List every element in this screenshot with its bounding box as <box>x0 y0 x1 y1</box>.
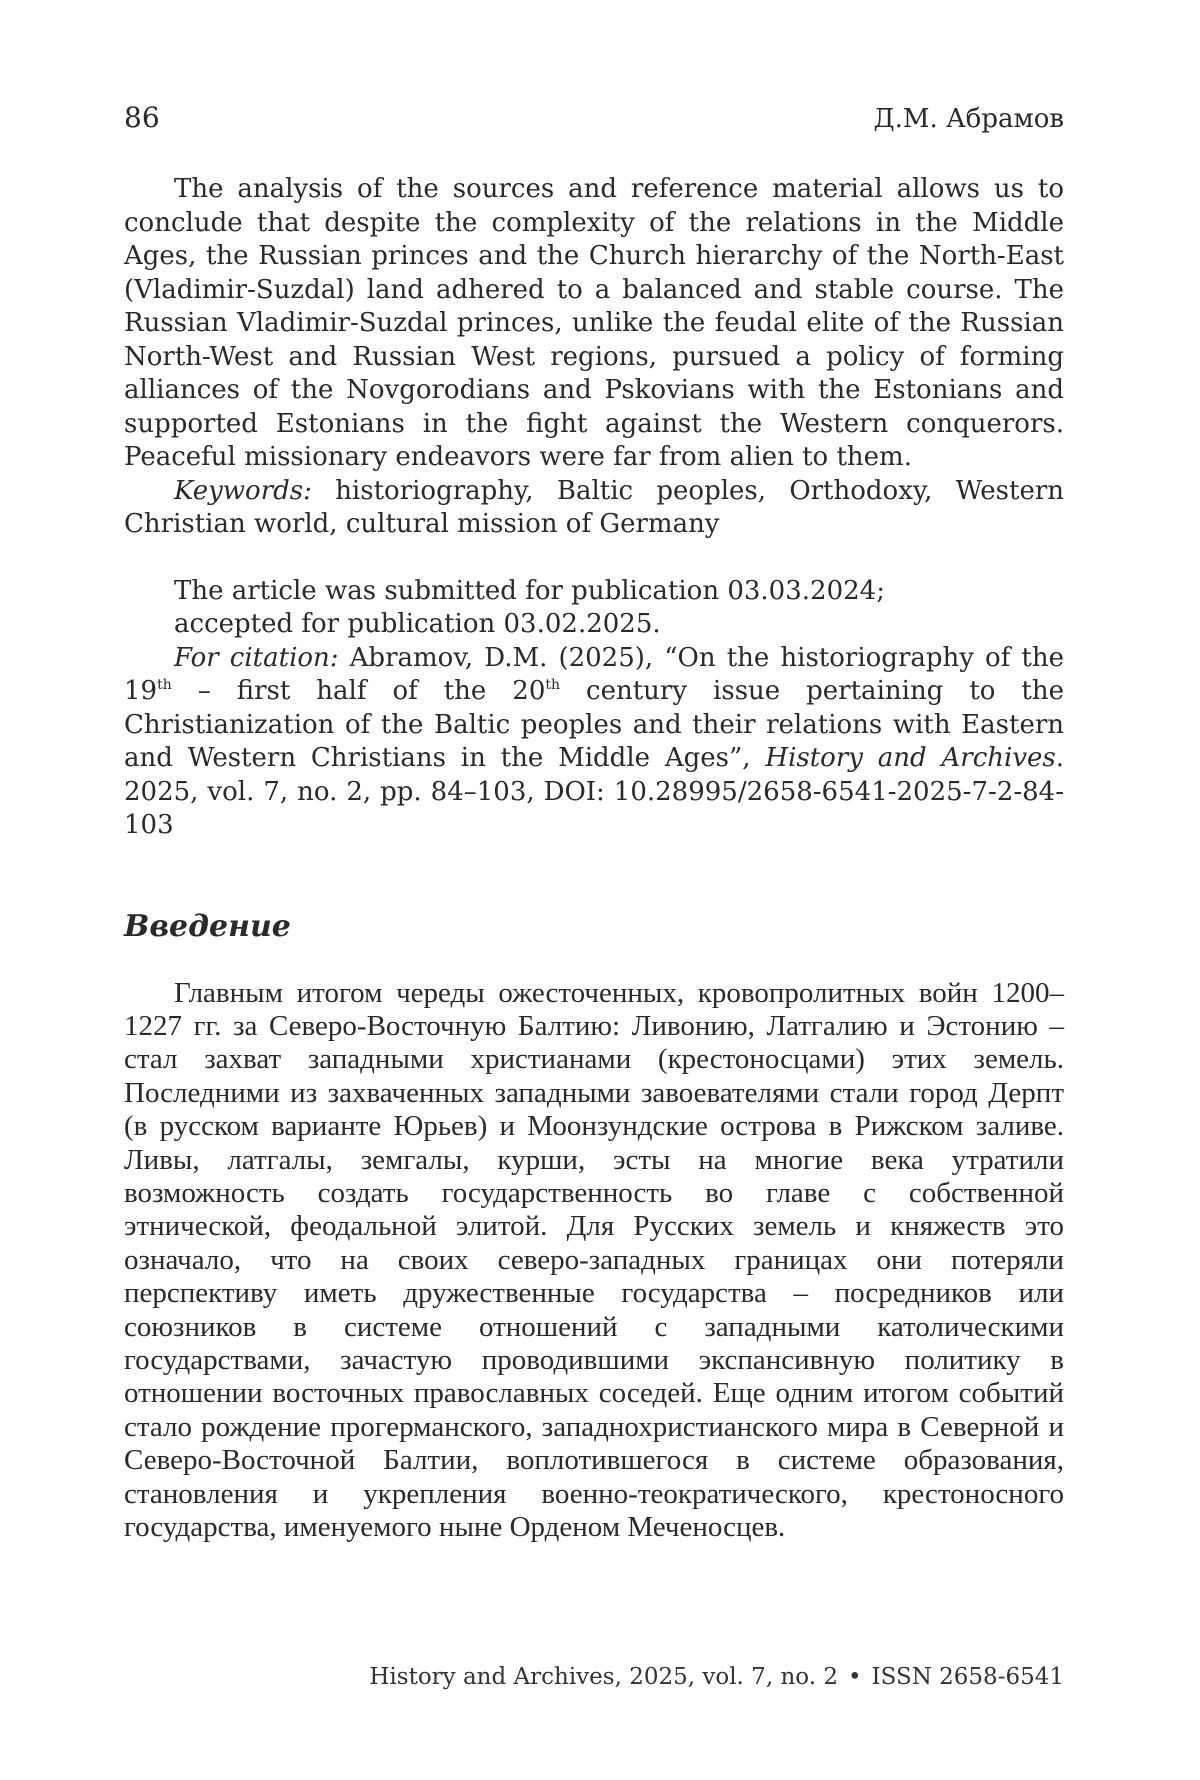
citation-text-3: century issue pertaining to the Christianization of the Baltic peoples and their relations with Eastern and Western Christians in the Middle Ages”, <box>124 676 1064 773</box>
footer-bullet: • <box>847 1664 862 1690</box>
section-heading: Введение <box>124 908 291 944</box>
submitted-line: The article was submitted for publication 03.03.2024; <box>174 575 885 606</box>
accepted-line: accepted for publication 03.02.2025. <box>174 609 661 639</box>
running-head-author: Д.М. Абрамов <box>873 104 1064 134</box>
keywords-paragraph <box>124 475 1064 542</box>
citation-paragraph <box>124 642 1064 843</box>
citation-journal: History and Archives <box>765 743 1056 773</box>
citation-text-4: . 2025, vol. 7, no. 2, pp. 84–103, DOI: 10.28995/2658-6541-2025-7-2-84-103 <box>124 743 1064 840</box>
citation-text-2: – first half of the 20 <box>171 676 546 706</box>
page-number: 86 <box>124 101 160 134</box>
citation-sup-1: th <box>157 677 172 693</box>
page-footer <box>369 1662 1064 1692</box>
citation-text-1: Abramov, D.M. (2025), “On the historiography of the 19 <box>124 642 1064 706</box>
footer-issn: ISSN 2658-6541 <box>871 1664 1064 1690</box>
running-head <box>124 100 1064 137</box>
abstract-paragraph: The analysis of the sources and reference material allows us to conclude that despite the complexity of the relations in the Middle Ages, the Russian princes and the Church hierarchy of the North-East (Vladimir-Suzdal) land adhered to a balanced and stable course. The Russian Vladimir-Suzdal princes, unlike the feudal elite of the Russian North-West and Russian West regions, pursued a policy of forming alliances of the Novgorodians and Pskovians with the Estonians and supported Estonians in the fight against the Western conquerors. Peaceful missionary endeavors were far from alien to them. <box>124 174 1064 472</box>
page <box>124 100 1064 1544</box>
keywords-text: historiography, Baltic peoples, Orthodoxy, Western Christian world, cultural mission of Germany <box>124 475 1065 539</box>
citation-label: For citation: <box>174 642 339 673</box>
keywords-label: Keywords: <box>174 475 312 506</box>
body-paragraph: Главным итогом череды ожесточенных, кровопролитных войн 1200–1227 гг. за Северо-Восточную Балтию: Ливонию, Латгалию и Эстонию – стал захват западными христианами (крестоносцами) этих земель. Последними из захваченных западными завоевателями стали город Дерпт (в русском варианте Юрьев) и Моонзундские острова в Рижском заливе. Ливы, латгалы, земгалы, курши, эсты на многие века утратили возможность создать государственность во главе с собственной этнической, феодальной элитой. Для Русских земель и княжеств это означало, что на своих северо-западных границах они потеряли перспективу иметь дружественные государства – посредников или союзников в системе отношений с западными католическими государствами, зачастую проводившими экспансивную политику в отношении восточных православных соседей. Еще одним итогом событий стало рождение прогерманского, западнохристианского мира в Северной и Северо-Восточной Балтии, воплотившегося в системе образования, становления и укрепления военно-теократического, крестоносного государства, именуемого ныне Орденом Меченосцев. <box>124 976 1064 1543</box>
citation-sup-2: th <box>545 677 561 693</box>
footer-journal-info: History and Archives, 2025, vol. 7, no. 2 <box>369 1664 838 1690</box>
